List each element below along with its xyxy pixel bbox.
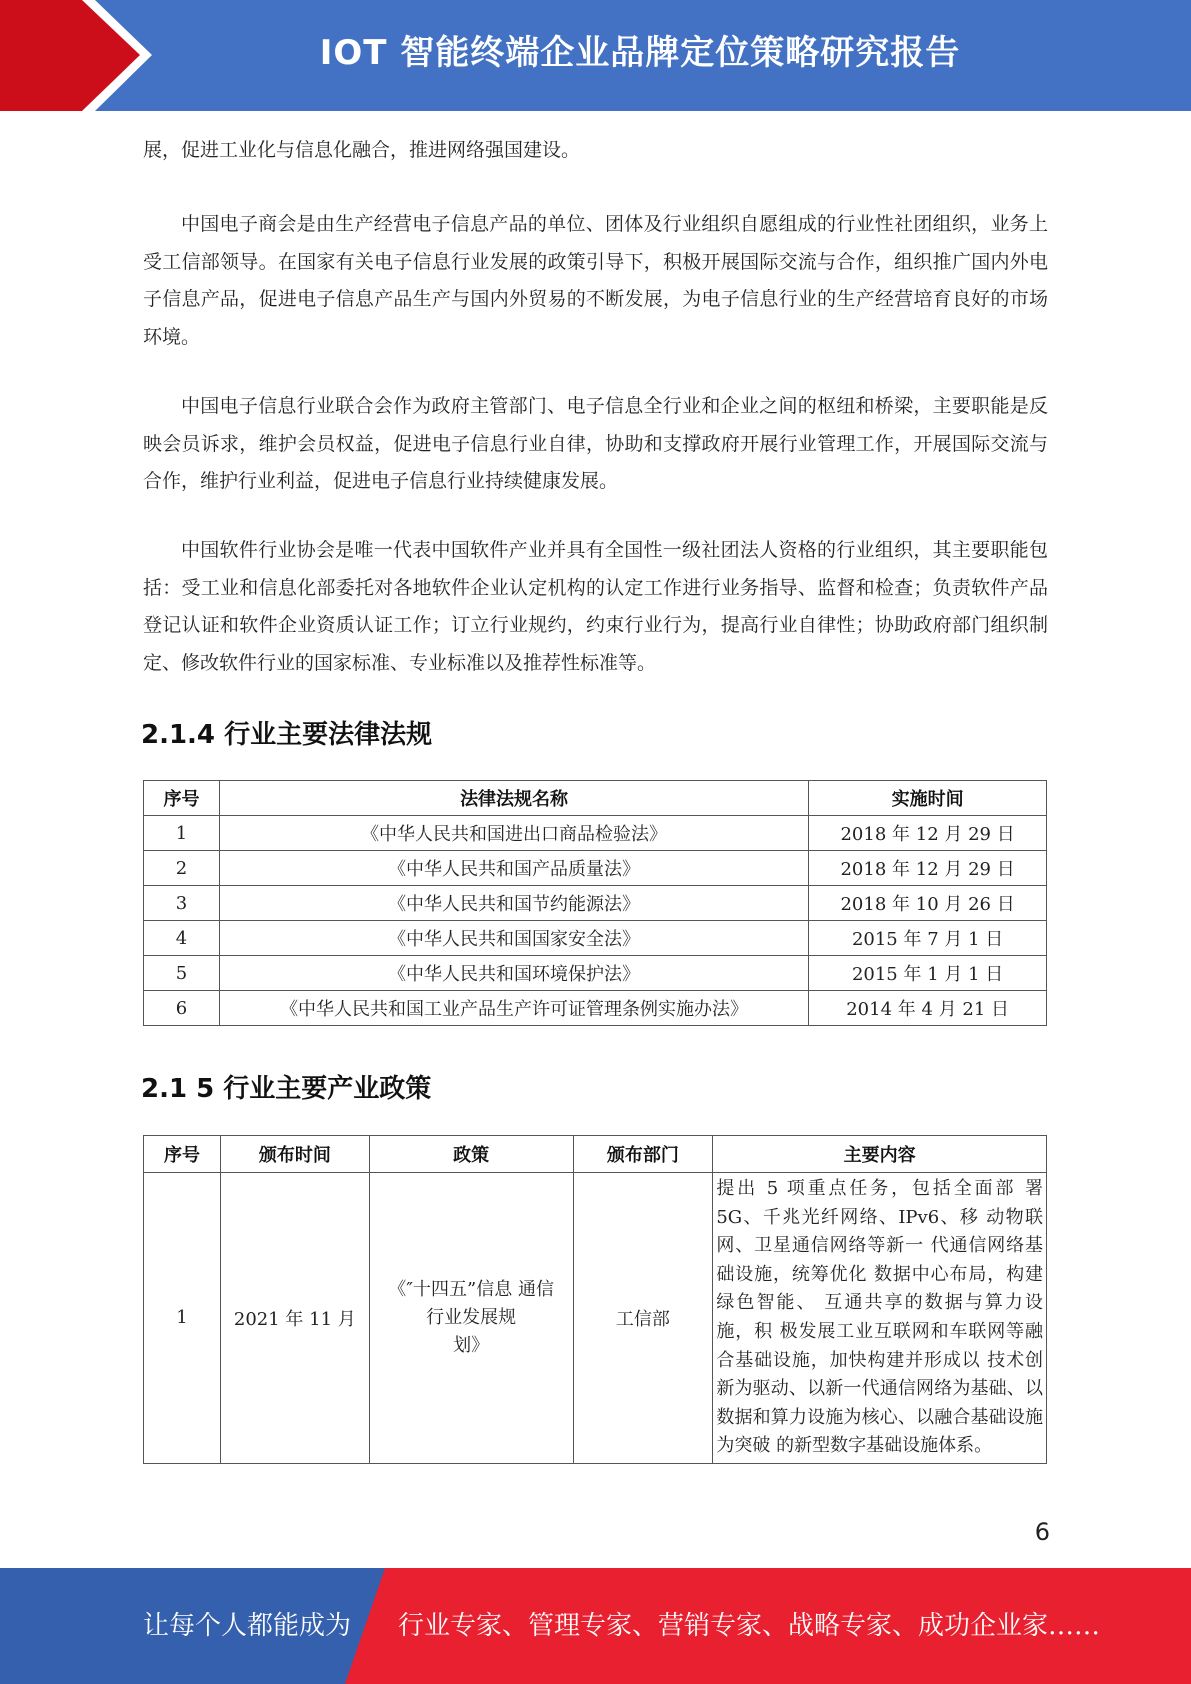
- section-heading-laws: 2.1.4 行业主要法律法规: [141, 720, 433, 750]
- section-heading-policies: 2.1 5 行业主要产业政策: [141, 1074, 432, 1104]
- page-footer: [0, 1568, 1191, 1684]
- row-number: 4: [144, 921, 220, 956]
- issuing-department: 工信部: [573, 1173, 713, 1464]
- laws-table: [143, 780, 1047, 1026]
- column-header: 法律法规名称: [219, 781, 808, 816]
- row-number: 1: [144, 816, 220, 851]
- effective-date: 2015 年 7 月 1 日: [809, 921, 1047, 956]
- row-number: 1: [144, 1173, 221, 1464]
- law-name: 《中华人民共和国产品质量法》: [219, 851, 808, 886]
- table-header-row: [144, 1136, 1047, 1173]
- header-red-chevron-icon: [0, 0, 140, 111]
- effective-date: 2018 年 12 月 29 日: [809, 816, 1047, 851]
- column-header: 主要内容: [713, 1136, 1047, 1173]
- column-header: 颁布时间: [220, 1136, 369, 1173]
- table-row: [144, 1173, 1047, 1464]
- table-row: [144, 816, 1047, 851]
- paragraph-software-association: 中国软件行业协会是唯一代表中国软件产业并具有全国性一级社团法人资格的行业组织，其主要职能包括：受工业和信息化部委托对各地软件企业认定机构的认定工作进行业务指导、监督和检查；负责软件产品登记认证和软件企业资质认证工作；订立行业规约，约束行业行为，提高行业自律性；协助政府部门组织制定、修改软件行业的国家标准、专业标准以及推荐性标准等。: [143, 539, 1048, 674]
- table-row: [144, 991, 1047, 1026]
- law-name: 《中华人民共和国国家安全法》: [219, 921, 808, 956]
- paragraph-continuation: 展，促进工业化与信息化融合，推进网络强国建设。: [143, 139, 581, 161]
- column-header: 颁布部门: [573, 1136, 713, 1173]
- paragraph-electronics-chamber: 中国电子商会是由生产经营电子信息产品的单位、团体及行业组织自愿组成的行业性社团组织，业务上受工信部领导。在国家有关电子信息行业发展的政策引导下，积极开展国际交流与合作，组织推广国内外电子信息产品，促进电子信息产品生产与国内外贸易的不断发展，为电子信息行业的生产经营培育良好的市场环境。: [143, 213, 1048, 348]
- paragraph-electronics-federation: 中国电子信息行业联合会作为政府主管部门、电子信息全行业和企业之间的枢纽和桥梁，主要职能是反映会员诉求，维护会员权益，促进电子信息行业自律，协助和支撑政府开展行业管理工作，开展国际交流与合作，维护行业利益，促进电子信息行业持续健康发展。: [143, 395, 1048, 492]
- report-title: IOT 智能终端企业品牌定位策略研究报告: [319, 33, 961, 73]
- effective-date: 2018 年 12 月 29 日: [809, 851, 1047, 886]
- effective-date: 2014 年 4 月 21 日: [809, 991, 1047, 1026]
- column-header: 政策: [369, 1136, 573, 1173]
- law-name: 《中华人民共和国进出口商品检验法》: [219, 816, 808, 851]
- page-number: 6: [1034, 1518, 1050, 1546]
- table-row: [144, 921, 1047, 956]
- row-number: 6: [144, 991, 220, 1026]
- policy-name-line: 《″十四五”信息 通信: [388, 1278, 554, 1300]
- law-name: 《中华人民共和国工业产品生产许可证管理条例实施办法》: [219, 991, 808, 1026]
- row-number: 3: [144, 886, 220, 921]
- footer-slogan-right: 行业专家、管理专家、营销专家、战略专家、成功企业家……: [398, 1611, 1101, 1641]
- table-header-row: [144, 781, 1047, 816]
- law-name: 《中华人民共和国节约能源法》: [219, 886, 808, 921]
- policy-name: [369, 1173, 573, 1464]
- policy-name-line: 行业发展规: [426, 1306, 517, 1328]
- policy-name-line: 划》: [453, 1334, 490, 1356]
- policies-table: [143, 1135, 1047, 1464]
- footer-slogan-left: 让每个人都能成为: [143, 1611, 352, 1641]
- column-header: 序号: [144, 781, 220, 816]
- table-row: [144, 956, 1047, 991]
- column-header: 实施时间: [809, 781, 1047, 816]
- issue-date: 2021 年 11 月: [220, 1173, 369, 1464]
- page-header: [0, 0, 1191, 111]
- table-row: [144, 886, 1047, 921]
- law-name: 《中华人民共和国环境保护法》: [219, 956, 808, 991]
- column-header: 序号: [144, 1136, 221, 1173]
- row-number: 5: [144, 956, 220, 991]
- table-row: [144, 851, 1047, 886]
- effective-date: 2018 年 10 月 26 日: [809, 886, 1047, 921]
- main-content: 提出 5 项重点任务，包括全面部 署 5G、千兆光纤网络、IPv6、移 动物联网、卫星通信网络等新一 代通信网络基础设施，统筹优化 数据中心布局，构建绿色智能、 互通共享的数据与算力设施，积 极发展工业互联网和车联网等融 合基础设施，加快构建并形成以 技术创新为驱动、以新一代通信网络为基础、以数据和算力设施为核心、以融合基础设施为突破 的新型数字基础设施体系。: [713, 1173, 1047, 1464]
- row-number: 2: [144, 851, 220, 886]
- effective-date: 2015 年 1 月 1 日: [809, 956, 1047, 991]
